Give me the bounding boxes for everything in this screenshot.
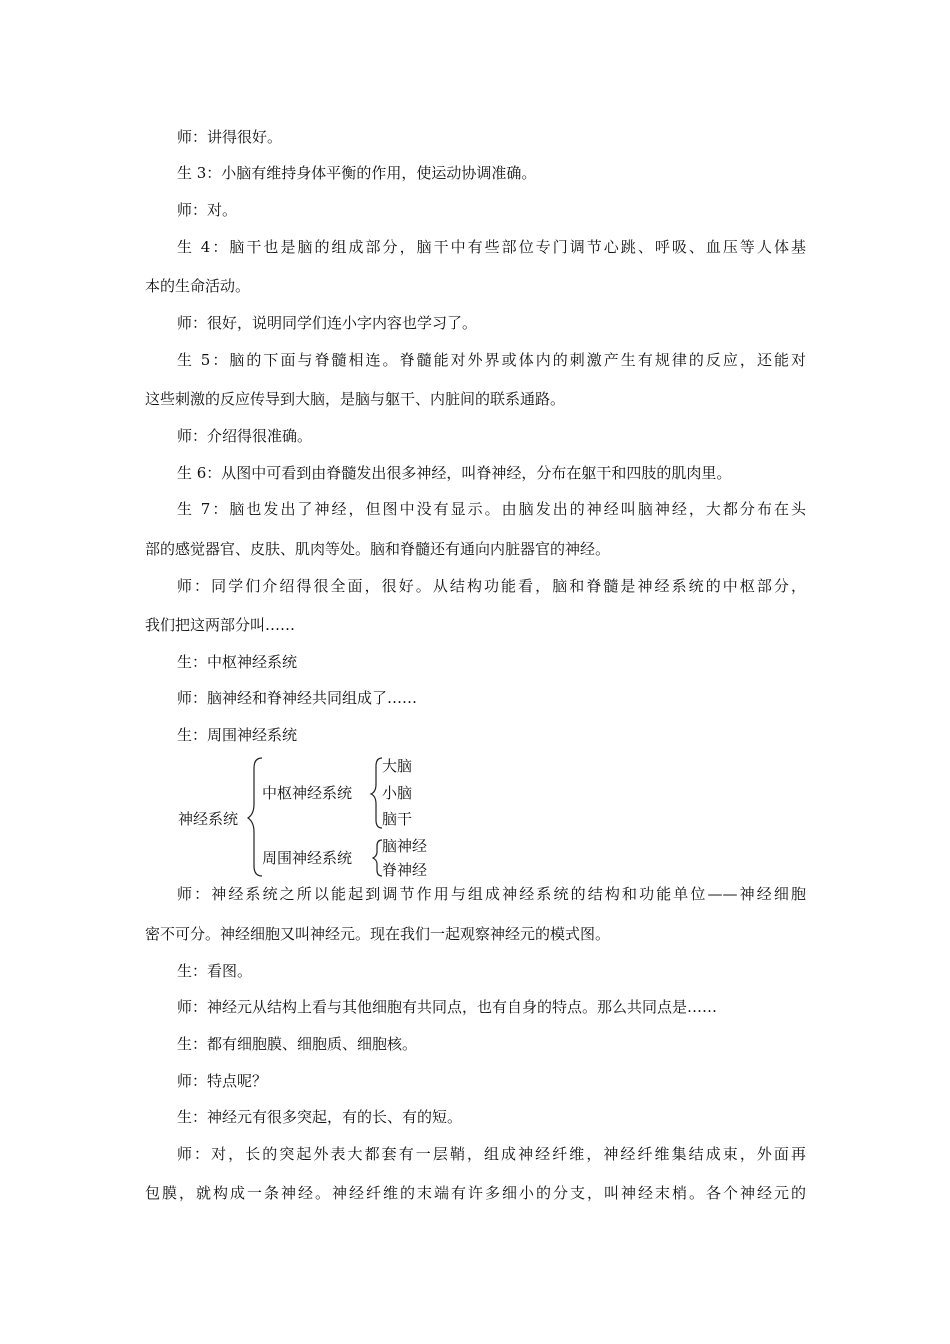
dialogue-line: 师：脑神经和脊神经共同组成了…… (177, 689, 418, 707)
dialogue-line: 生 4：脑干也是脑的组成部分，脑干中有些部位专门调节心跳、呼吸、血压等人体基 (177, 238, 806, 256)
dialogue-line: 生：都有细胞膜、细胞质、细胞核。 (177, 1035, 418, 1053)
dialogue-line: 师：神经系统之所以能起到调节作用与组成神经系统的结构和功能单位——神经细胞 (177, 885, 806, 903)
dialogue-line: 师：同学们介绍得很全面，很好。从结构功能看，脑和脊髓是神经系统的中枢部分， (177, 577, 806, 595)
dialogue-line-continued: 密不可分。神经细胞又叫神经元。现在我们一起观察神经元的模式图。 (145, 925, 611, 943)
dialogue-line: 师：讲得很好。 (177, 128, 283, 146)
peripheral-child-label: 脊神经 (382, 861, 428, 879)
dialogue-line-continued: 部的感觉器官、皮肤、肌肉等处。脑和脊髓还有通向内脏器官的神经。 (145, 540, 611, 558)
central-brace (371, 758, 382, 828)
nervous-system-diagram (170, 752, 470, 882)
dialogue-line: 师：很好，说明同学们连小字内容也学习了。 (177, 314, 478, 332)
dialogue-line: 生：神经元有很多突起，有的长、有的短。 (177, 1108, 463, 1126)
dialogue-line: 师：介绍得很准确。 (177, 427, 313, 445)
dialogue-line: 师：对，长的突起外表大都套有一层鞘，组成神经纤维，神经纤维集结成束，外面再 (177, 1145, 806, 1163)
central-system-label: 中枢神经系统 (262, 784, 353, 802)
dialogue-line: 师：神经元从结构上看与其他细胞有共同点，也有自身的特点。那么共同点是…… (177, 998, 718, 1016)
central-child-label: 小脑 (382, 784, 413, 802)
dialogue-line-continued: 我们把这两部分叫…… (145, 616, 296, 634)
dialogue-line: 生 6：从图中可看到由脊髓发出很多神经，叫脊神经，分布在躯干和四肢的肌肉里。 (177, 464, 732, 482)
central-child-label: 脑干 (382, 810, 413, 828)
dialogue-line: 生 7：脑也发出了神经，但图中没有显示。由脑发出的神经叫脑神经，大都分布在头 (177, 500, 806, 518)
dialogue-line: 生 3：小脑有维持身体平衡的作用，使运动协调准确。 (177, 164, 537, 182)
dialogue-line-continued: 包膜，就构成一条神经。神经纤维的末端有许多细小的分支，叫神经末梢。各个神经元的 (145, 1184, 806, 1202)
dialogue-line: 生：周围神经系统 (177, 726, 298, 744)
diagram-root-label: 神经系统 (178, 810, 239, 828)
central-child-label: 大脑 (382, 757, 413, 775)
dialogue-line: 师：对。 (177, 201, 238, 219)
root-brace (248, 758, 262, 876)
dialogue-line-continued: 这些刺激的反应传导到大脑，是脑与躯干、内脏间的联系通路。 (145, 390, 566, 408)
peripheral-child-label: 脑神经 (382, 837, 428, 855)
dialogue-line-continued: 本的生命活动。 (145, 277, 251, 295)
dialogue-line: 师：特点呢？ (177, 1072, 268, 1090)
dialogue-line: 生 5：脑的下面与脊髓相连。脊髓能对外界或体内的刺激产生有规律的反应，还能对 (177, 351, 806, 369)
dialogue-line: 生：看图。 (177, 962, 253, 980)
dialogue-line: 生：中枢神经系统 (177, 653, 298, 671)
peripheral-brace (373, 840, 382, 876)
peripheral-system-label: 周围神经系统 (262, 849, 353, 867)
